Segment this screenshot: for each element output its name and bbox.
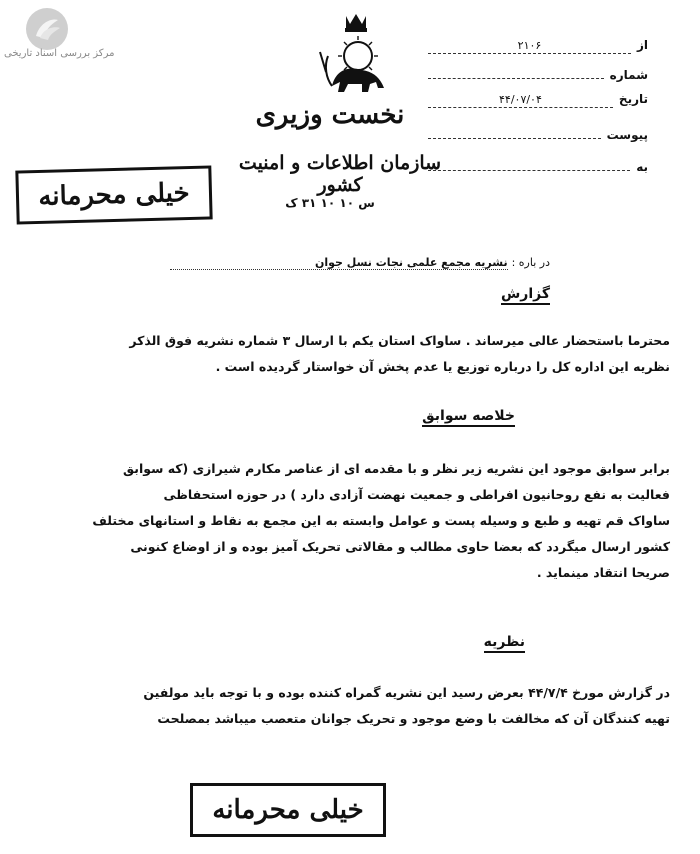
opinion-heading: نظریه (484, 634, 525, 650)
number-value (428, 64, 604, 79)
report-heading: گزارش (501, 286, 550, 302)
archive-watermark-text: مرکز بررسی اسناد تاریخی (4, 48, 115, 59)
bottom-confidential-stamp: خیلی محرمانه (190, 783, 386, 837)
from-field (428, 38, 648, 54)
org-subtitle: سازمان اطلاعات و امنیت کشور (238, 152, 442, 196)
org-title: نخست وزیری (255, 100, 405, 130)
report-paragraph (30, 328, 670, 380)
background-heading: خلاصه سوابق (422, 408, 515, 424)
attachment-field (428, 124, 648, 142)
lion-and-sun-emblem-icon (318, 12, 394, 100)
background-line: کشور ارسال میگردد که بعضا حاوی مطالب و مقالاتی تحریک آمیز بوده و از اوضاع کنونی (130, 539, 670, 554)
from-label: از (636, 38, 648, 52)
top-confidential-stamp: خیلی محرمانه (15, 165, 212, 224)
number-field (428, 64, 648, 82)
opinion-line: تهیه کنندگان آن که مخالفت با وضع موجود و تحریک جوانان متعصب میباشد بمصلحت (157, 711, 670, 726)
subject-line (170, 256, 550, 270)
attachment-value (428, 124, 601, 139)
from-value: ۲۱۰۶ (428, 39, 631, 54)
subject-label: در باره : (511, 256, 550, 269)
date-field (428, 92, 648, 108)
attachment-label: پیوست (606, 128, 648, 142)
opinion-line: در گزارش مورخ ۴۴/۷/۴ بعرض رسید این نشریه گمراه کننده بوده و با توجه باید مولفین (143, 685, 670, 700)
background-paragraph (30, 456, 670, 586)
subject-text: نشریه مجمع علمی نجات نسل جوان (170, 256, 508, 270)
background-line: صریحا انتقاد مینماید . (536, 565, 670, 580)
background-line: فعالیت به نفع روحانیون افراطی و جمعیت نهضت آزادی دارد ) در حوزه استحفاظی (163, 487, 670, 502)
background-line: برابر سوابق موجود این نشریه زیر نظر و با مقدمه ای از عناصر مکارم شیرازی (که سوابق (122, 461, 670, 476)
org-code: س ۱۰ ۱۰ ۳۱ ک (285, 196, 375, 210)
background-line: ساواک قم تهیه و طبع و وسیله پست و عوامل وابسته به این مجمع به نقاط و استانهای مختلف (92, 513, 670, 528)
report-line: نظریه این اداره کل را درباره توزیع یا عدم پخش آن خواستار گردیده است . (215, 359, 670, 374)
date-label: تاریخ (618, 92, 648, 106)
opinion-paragraph (30, 680, 670, 732)
archive-logo-icon (24, 6, 70, 52)
report-line: محترما باستحضار عالی میرساند . ساواک استان یکم با ارسال ۳ شماره نشریه فوق الذکر (129, 333, 670, 348)
number-label: شماره (609, 68, 648, 82)
to-label: به (636, 160, 648, 174)
to-field (428, 156, 648, 174)
date-value: ۴۴/۰۷/۰۴ (428, 93, 613, 108)
